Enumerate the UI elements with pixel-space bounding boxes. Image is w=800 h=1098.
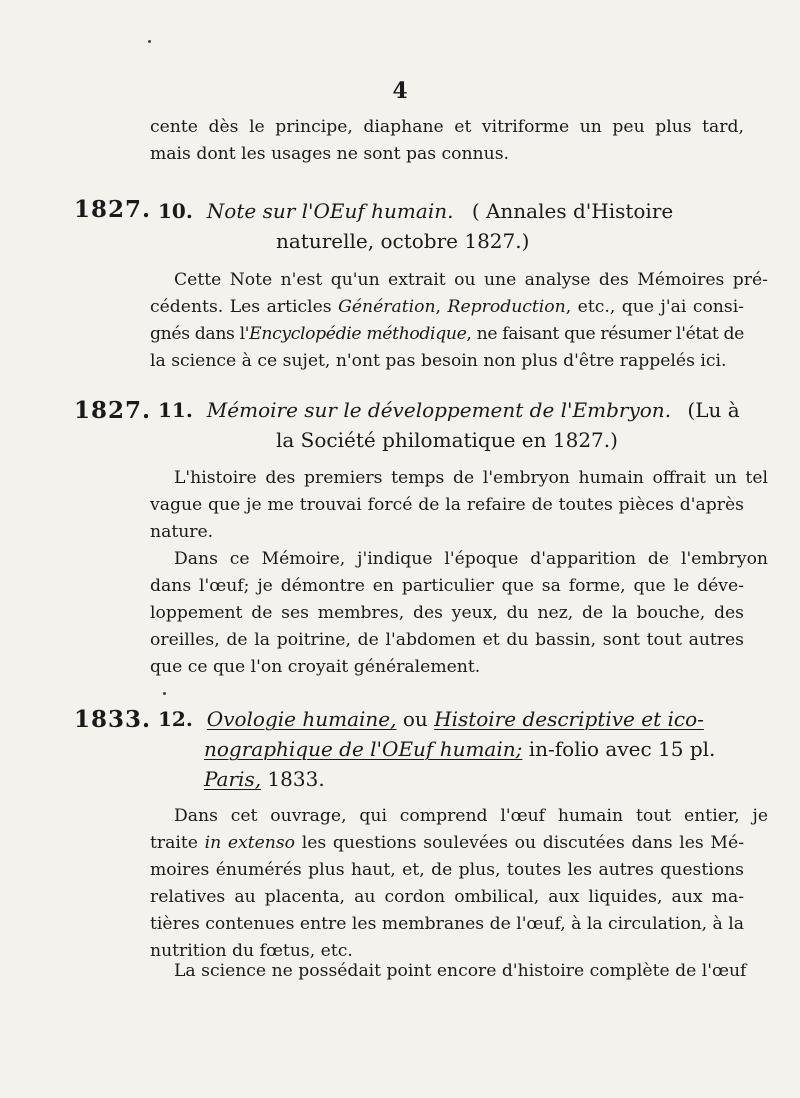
text-segment: Dans cet ouvrage, qui comprend l'œuf humain tout entier, je bbox=[174, 806, 768, 826]
text-line: cente dès le principe, diaphane et vitriforme un peu plus tard, bbox=[150, 117, 744, 137]
text-segment: cédents. Les articles bbox=[150, 297, 339, 317]
entry-title-conj: ou bbox=[402, 707, 428, 731]
text-segment: moires énumérés plus haut, et, de plus, toutes les autres questions bbox=[150, 860, 744, 880]
text-segment: L'histoire des premiers temps de l'embryon humain offrait un tel bbox=[174, 468, 768, 488]
text-line: mais dont les usages ne sont pas connus. bbox=[150, 144, 509, 164]
entry-paragraph bbox=[150, 267, 768, 375]
text-segment: nutrition du fœtus, etc. bbox=[150, 941, 353, 961]
text-segment: traite bbox=[150, 833, 205, 853]
entry-number: 10. bbox=[158, 199, 193, 223]
entry-paragraph bbox=[150, 546, 768, 681]
entry-title: Note sur l'OEuf humain. bbox=[206, 199, 454, 223]
text-segment: , ne faisant que résumer l'état de bbox=[466, 324, 744, 344]
ink-speck bbox=[148, 40, 151, 43]
text-line bbox=[150, 492, 744, 519]
text-segment: dans l'œuf; je démontre en particulier que sa forme, que le déve- bbox=[150, 576, 744, 596]
text-line bbox=[150, 321, 744, 348]
text-line bbox=[150, 519, 744, 546]
entry-place: Paris, bbox=[204, 767, 262, 791]
text-segment: loppement de ses membres, des yeux, du nez, de la bouche, des bbox=[150, 603, 744, 623]
text-segment: Dans ce Mémoire, j'indique l'époque d'apparition de l'embryon bbox=[174, 549, 768, 569]
text-line bbox=[150, 857, 744, 884]
entry-format: in-folio avec 15 pl. bbox=[528, 737, 716, 761]
italic-term: in extenso bbox=[204, 833, 296, 853]
text-line bbox=[150, 465, 768, 492]
text-line bbox=[150, 348, 744, 375]
text-segment: Cette Note n'est qu'un extrait ou une analyse des Mémoires pré- bbox=[174, 270, 768, 290]
text-line bbox=[150, 294, 744, 321]
text-segment: nature. bbox=[150, 522, 214, 542]
text-line bbox=[150, 627, 744, 654]
ink-speck bbox=[163, 692, 166, 695]
text-segment: oreilles, de la poitrine, de l'abdomen et du bassin, sont tout autres bbox=[150, 630, 744, 650]
entry-title: Mémoire sur le développement de l'Embryon. bbox=[206, 398, 672, 422]
text-segment: vague que je me trouvai forcé de la refaire de toutes pièces d'après bbox=[150, 495, 744, 515]
text-segment: que ce que l'on croyait généralement. bbox=[150, 657, 481, 677]
text-segment: les questions soulevées ou discutées dans les Mé- bbox=[295, 833, 744, 853]
entry-heading bbox=[158, 196, 748, 256]
entry-year: 1833. bbox=[74, 706, 152, 733]
entry-year: 1827. bbox=[74, 397, 152, 424]
italic-term: Reproduction bbox=[447, 297, 566, 317]
entry-paragraph bbox=[150, 958, 747, 985]
text-segment: tières contenues entre les membranes de l'œuf, à la circulation, à la bbox=[150, 914, 744, 934]
entry-place-date bbox=[158, 764, 748, 794]
entry-date: 1833. bbox=[267, 767, 325, 791]
italic-term: Génération bbox=[338, 297, 436, 317]
text-line bbox=[150, 600, 744, 627]
text-line bbox=[150, 654, 744, 681]
text-line bbox=[150, 958, 747, 985]
entry-source-cont: naturelle, octobre 1827.) bbox=[276, 229, 530, 253]
entry-number: 12. bbox=[158, 707, 193, 731]
text-segment: , etc., que j'ai consi- bbox=[565, 297, 744, 317]
text-segment: gnés dans l' bbox=[150, 324, 250, 344]
entry-paragraph bbox=[150, 803, 768, 965]
text-segment: La science ne possédait point encore d'histoire complète de l'œuf bbox=[174, 961, 747, 981]
continuation-paragraph bbox=[150, 114, 744, 168]
text-line bbox=[150, 546, 768, 573]
entry-number: 11. bbox=[158, 398, 193, 422]
text-line bbox=[150, 573, 744, 600]
entry-heading bbox=[158, 704, 748, 794]
text-line bbox=[150, 803, 768, 830]
entry-source-cont: la Société philomatique en 1827.) bbox=[276, 428, 618, 452]
entry-source: ( Annales d'Histoire bbox=[471, 199, 674, 223]
text-segment: , bbox=[435, 297, 448, 317]
entry-source: (Lu à bbox=[687, 398, 740, 422]
text-line bbox=[150, 911, 744, 938]
text-line bbox=[150, 267, 768, 294]
entry-title: Ovologie humaine, bbox=[206, 707, 397, 731]
entry-title-cont bbox=[158, 734, 748, 764]
text-segment: relatives au placenta, au cordon ombilical, aux liquides, aux ma- bbox=[150, 887, 744, 907]
entry-heading bbox=[158, 395, 748, 455]
text-line bbox=[150, 884, 744, 911]
page-number: 4 bbox=[392, 78, 408, 104]
entry-paragraph bbox=[150, 465, 768, 546]
entry-year: 1827. bbox=[74, 196, 152, 223]
italic-term: Encyclopédie méthodique bbox=[249, 324, 467, 344]
text-line bbox=[150, 830, 744, 857]
entry-title: Histoire descriptive et ico- bbox=[434, 707, 704, 731]
text-segment: la science à ce sujet, n'ont pas besoin non plus d'être rappelés ici. bbox=[150, 351, 727, 371]
entry-title: nographique de l'OEuf humain; bbox=[204, 737, 523, 761]
